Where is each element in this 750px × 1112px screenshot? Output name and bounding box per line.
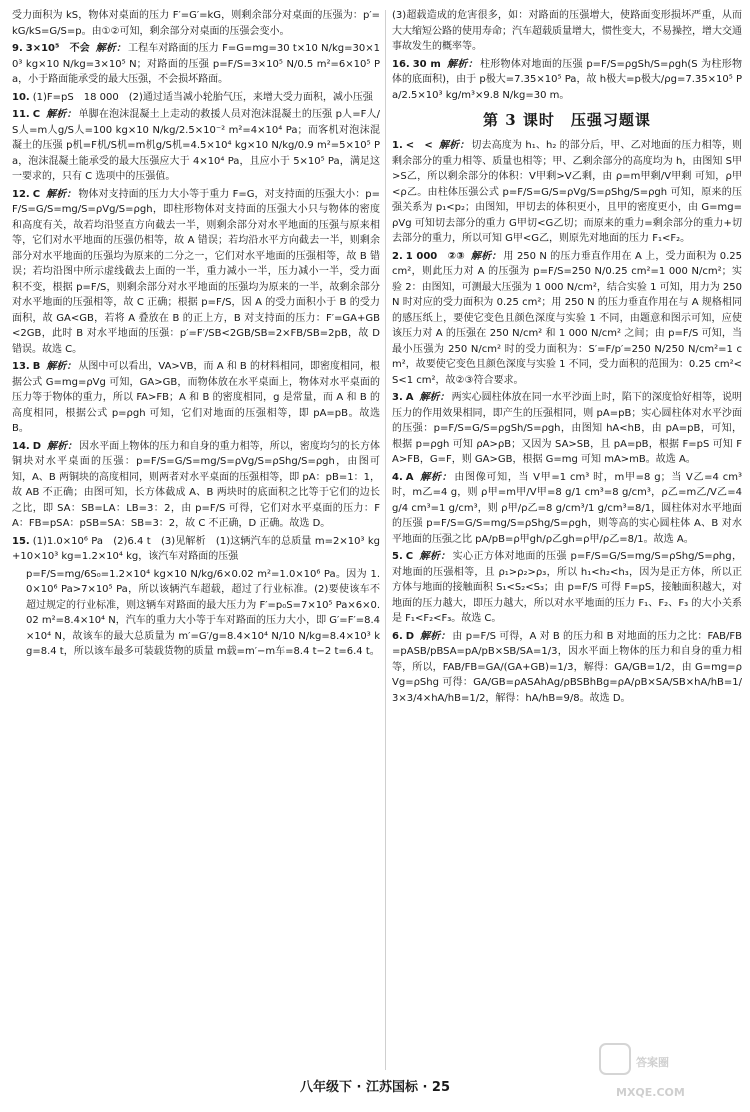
- right-column: [392, 8, 742, 708]
- answer-block-12: 12. C 解析： 物体对支持面的压力大小等于重力 F=G，对支持面的压强大小：p=F/S=G/S=mg/S=ρVg/S=ρgh，即柱形物体对支持面的压强大小只与物体的密度和高度有关，故若均沿竖直方向截去一半，则剩余部分对水平地面的压强与原来相等，它们对水平地面的压强仍相等，故 A 错误；若均沿水平方向截去一半，则剩余部分对水平地面的压强均为原来的二分之一，它们对水平地面的压强相等，故 B 错误；若均沿图中所示虚线截去上面的一半，重力减小一半，压力减小一半，受力面积不变，根据 p=F/S，则剩余部分对水平地面的压强均为原来的一半，故剩余部分对水平地面的压强相等，故 C 正确；根据 p=F/S，因 A 的受力面积小于 B 的受力面积，故 GA<GB，若将 A 叠放在 B 的正上方，B 对支持面的压力：F′=GA+GB<2GB，此时 B 对水平地面的压强：p′=F′/SB<2GB/SB=2×FB/SB=2pB，故 D 错误。故选 C。: [12, 188, 381, 355]
- answer-block-11: 11. C 解析： 单脚在泡沫混凝土上走动的救援人员对泡沫混凝土的压强 p人=F人/S人=m人g/S人=100 kg×10 N/kg/2.5×10⁻² m²=4×10⁴ Pa；而客机对泡沫混凝土的压强 p机=F机/S机=m机g/S机=4.5×10⁴ kg×10 N/kg/0.9 m²=5×10⁵ Pa，泡沫混凝土能承受的最大压强应大于 4×10⁴ Pa，且应小于 5×10⁵ Pa，满足这一要求的，只有 C 选项中的压强值。: [12, 109, 380, 182]
- answer-block-s4: 4. A 解析： 由图像可知，当 V甲=1 cm³ 时，m甲=8 g；当 V乙=4 cm³ 时，m乙=4 g，则 ρ甲=m甲/V甲=8 g/1 cm³=8 g/cm³，ρ乙=m乙/V乙=4 g/4 cm³=1 g/cm³，则 ρ甲/ρ乙=8 g/cm³/1 g/cm³=8/1，圆柱体对水平地面的压强 p=F/S=G/S=mg/S=ρShg/S=ρgh，则等高的实心圆柱体 A、B 对水平地面的压强之比 pA/pB=ρ甲gh/ρ乙gh=ρ甲/ρ乙=8/1。故选 A。: [392, 471, 743, 545]
- watermark-line2: MXQE.COM: [616, 1086, 685, 1099]
- answer-block-15-cont: p=F/S=mg/6S₀=1.2×10⁴ kg×10 N/kg/6×0.02 m²=1.0×10⁶ Pa。因为 1.0×10⁶ Pa>7×10⁵ Pa，所以该辆汽车超载，超过了行业标准。(2)要使该车不超过规定的行业标准，则这辆车对路面的最大压力为 F′=p₀S=7×10⁵ Pa×6×0.02 m²=8.4×10⁴ N，汽车的重力大小等于车对路面的压力大小，即 G′=F′=8.4×10⁴ N，故该车的最大总质量为 m′=G′/g=8.4×10⁴ N/10 N/kg=8.4×10³ kg=8.4 t，所以该车最多可装载货物的质量 m载=m′−m车=8.4 t−2 t=6.4 t。: [26, 568, 380, 657]
- answer-block-10: 10. (1)F=pS 18 000 (2)通过适当减小轮胎气压，来增大受力面积，减小压强: [12, 91, 373, 103]
- answer-block-15: 15. (1)1.0×10⁶ Pa (2)6.4 t (3)见解析 (1)这辆汽车的总质量 m=2×10³ kg+10×10³ kg=1.2×10⁴ kg，该汽车对路面的压强: [12, 535, 380, 562]
- answer-block-l0: 受力面积为 kS，物体对桌面的压力 F′=G′=kG，则剩余部分对桌面的压强为：p′=kG/kS=G/S=p。由①②可知，剩余部分对桌面的压强会变小。: [12, 10, 380, 37]
- column-divider: [385, 10, 386, 1070]
- answer-block-13: 13. B 解析： 从图中可以看出，VA>VB，而 A 和 B 的材料相同，即密度相同，根据公式 G=mg=ρVg 可知，GA>GB，而物体放在水平桌面上，物体对水平桌面的压力等于物体的重力，所以 FA>FB；A 和 B 的密度相同，g 是常量，而 A 和 B 的高度相同，根据公式 p=ρgh 可知，它们对地面的压强相等，即 pA=pB。故选 B。: [12, 361, 380, 434]
- section-title: 第 3 课时 压强习题课: [483, 111, 651, 129]
- watermark-logo: [596, 1040, 736, 1106]
- answer-block-14: 14. D 解析： 因水平面上物体的压力和自身的重力相等，所以，密度均匀的长方体铜块对水平桌面的压强：p=F/S=G/S=mg/S=ρVg/S=ρShg/S=ρgh，由图可知，A、B 两铜块的高度相同，则两者对水平桌面的压强相等，即 pA：pB=1：1，故 AB 不正确；由图可知，长方体截成 A、B 两块时的底面积之比等于它们的边长之比，即 SA：SB=LA：LB=3：2，由 p=F/S 可得，它们对水平桌面的压力：FA：FB=pSA：pSB=SA：SB=3：2，故 C 不正确，D 正确。故选 D。: [12, 440, 381, 529]
- watermark-line1: 答案圈: [636, 1056, 669, 1069]
- answer-block-15-3: (3)超载造成的危害很多，如：对路面的压强增大，使路面变形损坏严重，从而大大缩短公路的使用寿命；汽车超载质量增大，惯性变大，不易操控，增大交通事故发生的概率等。: [392, 10, 742, 52]
- answer-block-16: 16. 30 m 解析： 柱形物体对地面的压强 p=F/S=ρgSh/S=ρgh(S 为柱形物体的底面积)，由于 p极大=7.35×10⁵ Pa，故 h极大=p极大/ρg=7.35×10⁵ Pa/2.5×10³ kg/m³×9.8 N/kg=30 m。: [392, 58, 742, 101]
- left-column: [12, 8, 380, 662]
- answer-block-9: 9. 3×10⁵ 不会 解析： 工程车对路面的压力 F=G=mg=30 t×10 N/kg=30×10³ kg×10 N/kg=3×10⁵ N；对路面的压强 p=F/S=3×10⁵ N/0.5 m²=6×10⁵ Pa，小于路面能承受的最大压强，不会损坏路面。: [12, 43, 380, 85]
- page-footer: 八年级下 · 江苏国标 · 25: [299, 1080, 451, 1095]
- answer-block-s1: 1. < < 解析： 切去高度为 h₁、h₂ 的部分后，甲、乙对地面的压力相等，则剩余部分的重力相等、质量也相等；甲、乙剩余部分的高度均为 h，由图知 S甲>S乙，所以剩余部分的体积：V甲剩>V乙剩，由 ρ=m甲剩/V甲剩 可知，ρ甲<ρ乙。由柱体压强公式 p=F/S=G/S=ρVg/S=ρShg/S=ρgh 可知，原来的压强关系为 p₁<p₂；由图知，甲切去的体积更小，且甲的密度更小，由 G=mg=ρVg 可知切去部分的重力 G甲切<G乙切；而原来的重力=剩余部分的重力+切去部分的重力，所以可知 G甲<G乙，则原先对地面的压力 F₁<F₂。: [392, 140, 743, 245]
- answer-block-s6: 6. D 解析： 由 p=F/S 可得，A 对 B 的压力和 B 对地面的压力之比：FAB/FB=pASB/pBSA=pA/pB×SB/SA=1/3，因水平面上物体的压力和自身的重力相等，所以，FAB/FB=GA/(GA+GB)=1/3，解得：GA/GB=1/2，由 G=mg=ρVg=ρShg 可得：GA/GB=ρASAhAg/ρBSBhBg=ρA/ρB×SA/SB×hA/hB=1/3×3/4×hA/hB=1/2，解得：hA/hB=9/8。故选 D。: [392, 630, 743, 704]
- answer-block-s3: 3. A 解析： 两实心圆柱体放在同一水平沙面上时，陷下的深度恰好相等，说明压力的作用效果相同，即产生的压强相同，则 pA=pB；实心圆柱体对水平沙面的压强：p=F/S=G/S=ρgSh/S=ρgh，由图知 hA<hB，由 pA=pB，可知，根据 p=ρgh 可知 ρA>ρB；又因为 SA>SB，且 pA=pB，根据 F=pS 可知 FA>FB，G=F，则 GA>GB，根据 G=mg 可知 mA>mB。故选 A。: [392, 392, 743, 466]
- answer-block-s2: 2. 1 000 ②③ 解析： 用 250 N 的压力垂直作用在 A 上，受力面积为 0.25 cm²，则此压力对 A 的压强为 p=F/S=250 N/0.25 cm²=1 000 N/cm²；实验 2：由图知，可测最大压强为 1 000 N/cm²，结合实验 1 可知，用力为 250 N 时对应的受力面积为 0.25 cm²；用 250 N 的压力垂直作用在与 A 规格相同的感压纸上，要使它变色且颜色深度与实验 1 不同，由题意和图示可知，应使该压力对 A 的压强在 250 N/cm² 和 1 000 N/cm² 之间；由 p=F/S 可知，当最小压强为 250 N/cm² 时的受力面积为：S′=F/p′=250 N/250 N/cm²=1 cm²，故要使它变色且颜色深度与实验 1 不同，受力面积的范围为：0.25 cm²<S<1 cm²，故②③符合要求。: [392, 250, 743, 386]
- answer-block-s5: 5. C 解析： 实心正方体对地面的压强 p=F/S=G/S=mg/S=ρShg/S=ρhg，对地面的压强相等，且 ρ₁>ρ₂>ρ₃，所以 h₁<h₂<h₃，因为是正方体，所以正方体与地面的接触面积 S₁<S₂<S₃；由 p=F/S 可得 F=pS，接触面积越大，对地面的压力越大，即压力越大，所以对水平地面的压力 F₁、F₂、F₃ 的大小关系是 F₁<F₂<F₃。故选 C。: [392, 551, 743, 625]
